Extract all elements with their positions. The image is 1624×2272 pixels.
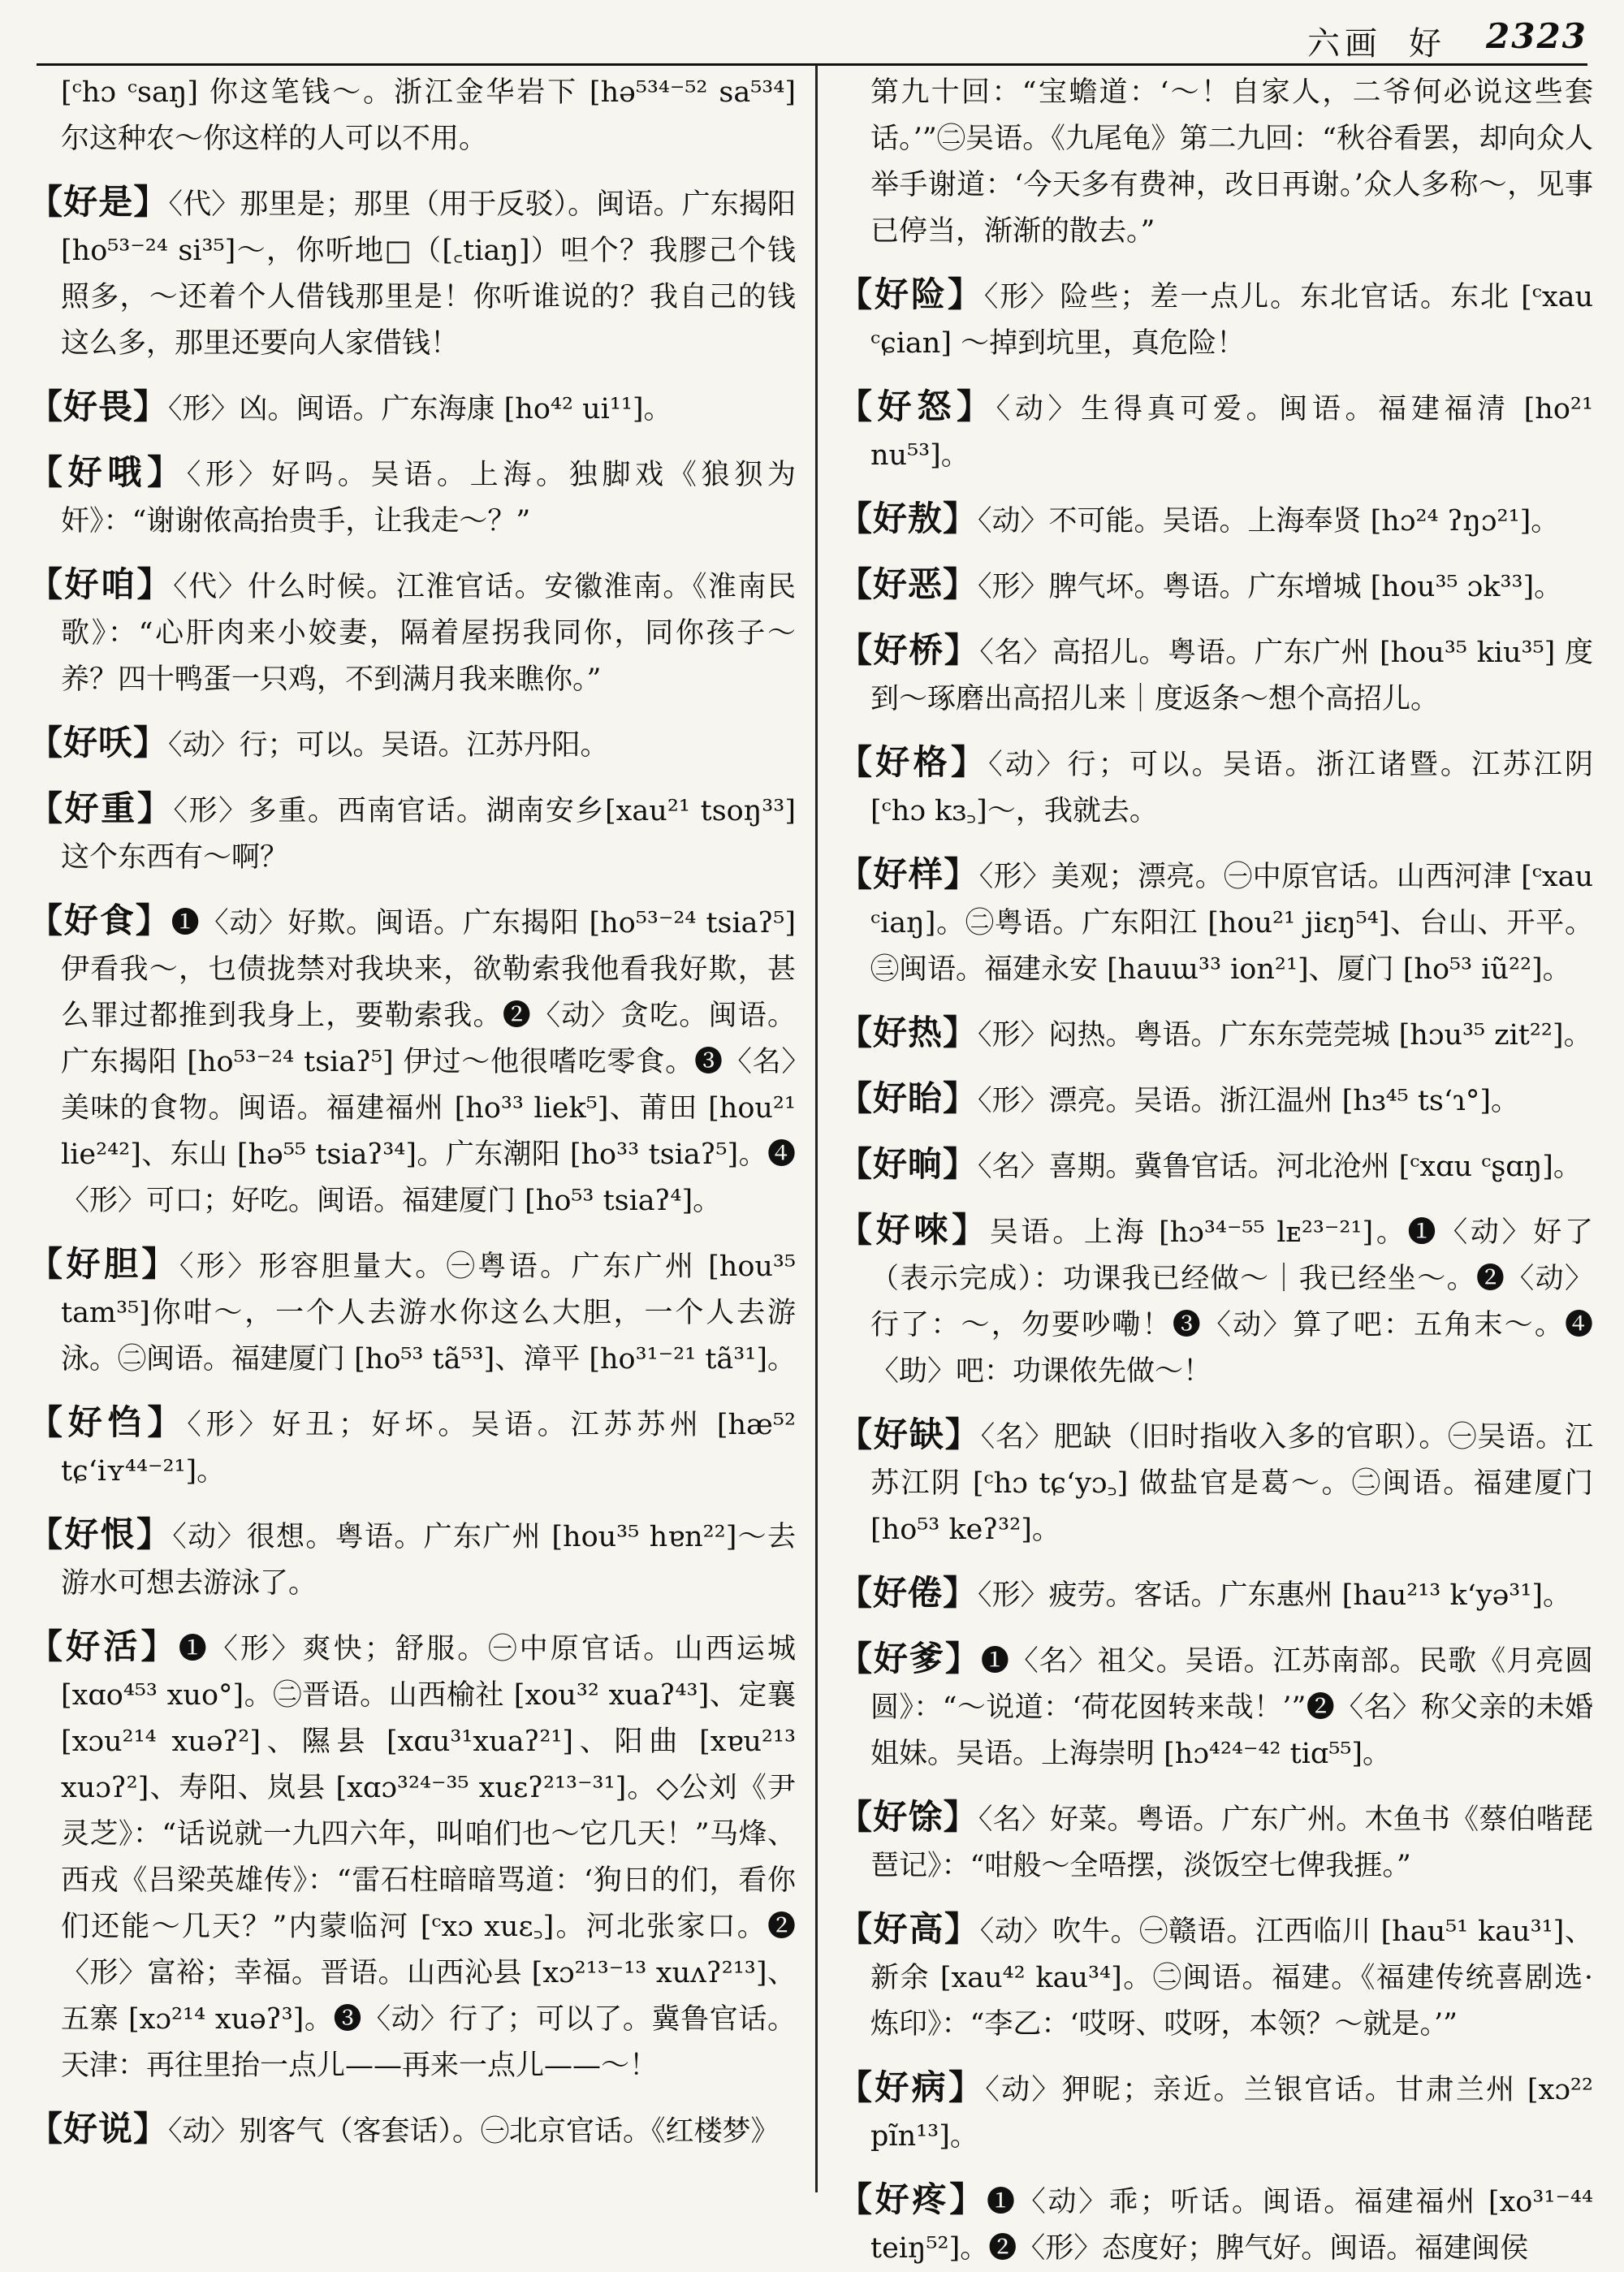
dictionary-entry	[838, 739, 1593, 835]
entry-definition: [ᶜhɔ ᶜsaŋ] 你这笔钱～。浙江金华岩下 [hə⁵³⁴⁻⁵² sa⁵³⁴] 尔这种农～你这样的人可以不用。	[61, 76, 796, 155]
entry-definition: ❶〈动〉好欺。闽语。广东揭阳 [ho⁵³⁻²⁴ tsiaʔ⁵] 伊看我～，乜债拢禁对我块来，欲勒索我他看我好欺，甚么罪过都推到我身上，要勒索我。❷〈动〉贪吃。闽语。广东揭阳 [ho⁵³⁻²⁴ tsiaʔ⁵] 伊过～他很嗜吃零食。❸〈名〉美味的食物。闽语。福建福州 [ho³³ liek⁵]、莆田 [hou²¹ lie²⁴²]、东山 [hə⁵⁵ tsiaʔ³⁴]。广东潮阳 [ho³³ tsiaʔ⁵]。❹〈形〉可口；好吃。闽语。福建厦门 [ho⁵³ tsiaʔ⁴]。	[61, 907, 796, 1217]
entry-definition: 〈名〉喜期。冀鲁官话。河北沧州 [ᶜxɑu ᶜʂɑŋ]。	[978, 1151, 1582, 1183]
dictionary-entry	[838, 2176, 1593, 2272]
entry-headword: 【好馀】	[838, 1797, 978, 1837]
dictionary-entry	[838, 1075, 1593, 1125]
entry-definition: 〈动〉别客气（客套话）。㊀北京官话。《红楼梦》	[168, 2115, 780, 2148]
dictionary-entry	[838, 2064, 1593, 2160]
entry-headword: 【好怒】	[838, 387, 996, 426]
entry-definition: 〈动〉行；可以。吴语。浙江诸暨。江苏江阴 [ᶜhɔ kɜ꜆]～，我就去。	[870, 749, 1593, 827]
entry-definition: 〈名〉好菜。粤语。广东广州。木鱼书《蔡伯喈琵琶记》：“咁般～全唔摆，淡饭空七俾我捱。”	[870, 1803, 1593, 1882]
dictionary-entry	[838, 70, 1593, 255]
section-label: 六画	[1307, 25, 1382, 63]
page-header	[0, 0, 1624, 65]
dictionary-entry	[838, 495, 1593, 545]
entry-definition: 〈形〉疲劳。客话。广东惠州 [hau²¹³ kʻyə³¹]。	[978, 1579, 1572, 1612]
entry-definition: 〈形〉闷热。粤语。广东东莞莞城 [hɔu³⁵ zit²²]。	[978, 1019, 1592, 1052]
entry-headword: 【好样】	[838, 854, 979, 894]
dictionary-entry	[28, 70, 796, 162]
dictionary-entry	[838, 271, 1593, 367]
left-column	[28, 70, 796, 2181]
dictionary-entry	[28, 1399, 796, 1495]
dictionary-entry	[28, 561, 796, 703]
entry-definition: 〈名〉高招儿。粤语。广东广州 [hou³⁵ kiu³⁵] 度到～琢磨出高招儿来｜度返条～想个高招儿。	[870, 637, 1593, 715]
entry-definition: 〈动〉不可能。吴语。上海奉贤 [hɔ²⁴ ʔŋɔ²¹]。	[978, 505, 1560, 538]
entry-headword: 【好晌】	[838, 1144, 978, 1184]
entry-headword: 【好倦】	[838, 1573, 978, 1613]
dictionary-entry	[838, 383, 1593, 479]
entry-definition: ❶〈形〉爽快；舒服。㊀中原官话。山西运城 [xɑo⁴⁵³ xuo°]。㊁晋语。山西榆社 [xou³² xuaʔ⁴³]、定襄 [xɔu²¹⁴ xuəʔ²]、隰县 [xɑu³¹xuaʔ²¹]、阳曲 [xɐu²¹³ xuɔʔ²]、寿阳、岚县 [xɑɔ³²⁴⁻³⁵ xuɛʔ²¹³⁻³¹]。◇公刘《尹灵芝》：“话说就一九四六年，叫咱们也～它几天！”马烽、西戎《吕梁英雄传》：“雷石柱暗暗骂道：‘狗日的们，看你们还能～几天？”内蒙临河 [ᶜxɔ xuɛ꜆]。河北张家口。❷〈形〉富裕；幸福。晋语。山西沁县 [xɔ²¹³⁻¹³ xuʌʔ²¹³]、五寨 [xɔ²¹⁴ xuəʔ³]。❸〈动〉行了；可以了。冀鲁官话。天津：再往里抬一点儿——再来一点儿——～！	[61, 1633, 796, 2082]
dictionary-entry	[838, 1570, 1593, 1619]
entry-definition: ❶〈名〉祖父。吴语。江苏南部。民歌《月亮圆圆》：“～说道：‘荷花囡转来哉！’”❷〈名〉称父亲的未婚姐妹。吴语。上海崇明 [hɔ⁴²⁴⁻⁴² tiɑ⁵⁵]。	[870, 1645, 1593, 1770]
entry-definition: 〈形〉多重。西南官话。湖南安乡[xau²¹ tsoŋ³³] 这个东西有～啊？	[61, 795, 796, 874]
entry-headword: 【好畏】	[28, 387, 169, 426]
dictionary-entry	[28, 785, 796, 881]
entry-definition: 第九十回：“宝蟾道：‘～！自家人，二爷何必说这些套话。’”㊁吴语。《九尾龟》第二九回：“秋谷看罢，却向众人举手谢道：‘今天多有费神，改日再谢。’众人多称～，见事已停当，渐渐的散去。”	[870, 76, 1593, 248]
header-rule	[37, 63, 1587, 66]
entry-definition: 〈动〉生得真可爱。闽语。福建福清 [ho²¹ nu⁵³]。	[870, 393, 1593, 472]
entry-headword: 【好敖】	[838, 499, 978, 538]
entry-definition: 〈形〉险些；差一点儿。东北官话。东北 [ᶜxau ᶜɕian] ～掉到坑里，真危险！	[870, 281, 1593, 360]
dictionary-entry	[838, 627, 1593, 723]
dictionary-entry	[28, 1241, 796, 1383]
entry-headword: 【好是】	[28, 182, 169, 222]
entry-definition: 〈形〉美观；漂亮。㊀中原官话。山西河津 [ᶜxau ᶜiaŋ]。㊁粤语。广东阳江 [hou²¹ jiɛŋ⁵⁴]、台山、开平。㊂闽语。福建永安 [hauɯ³³ ion²¹]、厦门 [ho⁵³ iũ²²]。	[870, 861, 1593, 986]
entry-headword: 【好疼】	[838, 2179, 987, 2219]
dictionary-entry	[838, 1009, 1593, 1059]
entry-definition: 〈形〉好吗。吴语。上海。独脚戏《狼狈为奸》：“谢谢侬高抬贵手，让我走～？”	[61, 459, 796, 538]
entry-definition: 〈名〉肥缺（旧时指收入多的官职）。㊀吴语。江苏江阴 [ᶜhɔ tɕʻyɔ꜆] 做盐官是葛～。㊁闽语。福建厦门 [ho⁵³ keʔ³²]。	[870, 1421, 1593, 1546]
dictionary-entry	[28, 1623, 796, 2089]
entry-definition: 〈动〉狎昵；亲近。兰银官话。甘肃兰州 [xɔ²² pĩn¹³]。	[870, 2074, 1593, 2153]
entry-definition: 〈形〉凶。闽语。广东海康 [ho⁴² ui¹¹]。	[168, 393, 672, 425]
entry-headword: 【好格】	[838, 742, 989, 782]
entry-headword: 【好缺】	[838, 1415, 981, 1454]
entry-headword: 【好㕭】	[28, 723, 169, 762]
entry-headword: 【好恶】	[838, 564, 978, 604]
dictionary-entry	[838, 1411, 1593, 1553]
dictionary-entry	[28, 1511, 796, 1607]
entry-definition: 〈动〉很想。粤语。广东广州 [hou³⁵ hɐn²²]～去游水可想去游泳了。	[61, 1521, 796, 1600]
entry-headword: 【好说】	[28, 2109, 169, 2149]
entry-definition: 〈动〉吹牛。㊀赣语。江西临川 [hau⁵¹ kau³¹]、新余 [xau⁴² kau³⁴]。㊁闽语。福建。《福建传统喜剧选·炼印》：“李乙：‘哎呀、哎呀，本领？～就是。’”	[870, 1916, 1593, 2041]
section-character: 好	[1409, 25, 1441, 63]
dictionary-entry	[28, 383, 796, 433]
entry-definition: 吴语。上海 [hɔ³⁴⁻⁵⁵ lᴇ²³⁻²¹]。❶〈动〉好了（表示完成）：功课我已经做～｜我已经坐～。❷〈动〉行了：～，勿要吵嘞！❸〈动〉算了吧：五角末～。❹〈助〉吧：功课侬先做～！	[870, 1216, 1593, 1388]
entry-headword: 【好桥】	[838, 630, 980, 670]
dictionary-entry	[838, 1906, 1593, 2048]
entry-headword: 【好咱】	[28, 564, 174, 604]
dictionary-entry	[28, 2106, 796, 2155]
entry-definition: 〈形〉脾气坏。粤语。广东增城 [hou³⁵ ɔk³³]。	[978, 571, 1563, 603]
entry-definition: 〈形〉漂亮。吴语。浙江温州 [hɜ⁴⁵ tsʻɿ°]。	[978, 1085, 1519, 1117]
entry-definition: 〈动〉行；可以。吴语。江苏丹阳。	[168, 729, 609, 762]
entry-headword: 【好唻】	[838, 1210, 990, 1250]
entry-headword: 【好高】	[838, 1909, 980, 1949]
entry-definition: 〈形〉好丑；好坏。吴语。江苏苏州 [hæ⁵² tɕʻiʏ⁴⁴⁻²¹]。	[61, 1409, 796, 1488]
entry-headword: 【好㤘】	[28, 1402, 188, 1442]
dictionary-entry	[28, 897, 796, 1225]
entry-definition: 〈代〉那里是；那里（用于反驳）。闽语。广东揭阳 [ho⁵³⁻²⁴ si³⁵]～，你听地□（[꜀tiaŋ]）呾个？我膠己个钱照多，～还着个人借钱那里是！你听谁说的？我自己的钱这么多，那里还要向人家借钱！	[61, 188, 796, 360]
dictionary-entry	[838, 1207, 1593, 1395]
entry-headword: 【好活】	[28, 1626, 179, 1666]
entry-definition: 〈形〉形容胆量大。㊀粤语。广东广州 [hou³⁵ tam³⁵]你咁～，一个人去游水你这么大胆，一个人去游泳。㊁闽语。福建厦门 [ho⁵³ tã⁵³]、漳平 [ho³¹⁻²¹ tã³¹]。	[61, 1250, 796, 1376]
entry-headword: 【好险】	[838, 274, 984, 314]
dictionary-entry	[28, 449, 796, 545]
dictionary-entry	[28, 179, 796, 367]
dictionary-entry	[838, 1794, 1593, 1890]
entry-headword: 【好重】	[28, 788, 174, 828]
entry-headword: 【好眙】	[838, 1078, 978, 1118]
dictionary-entry	[838, 1635, 1593, 1777]
entry-definition: ❶〈动〉乖；听话。闽语。福建福州 [xo³¹⁻⁴⁴ teiŋ⁵²]。❷〈形〉态度好；脾气好。闽语。福建闽侯	[870, 2186, 1593, 2265]
entry-headword: 【好病】	[838, 2067, 986, 2107]
column-divider	[815, 65, 818, 2192]
entry-headword: 【好哦】	[28, 452, 187, 492]
entry-headword: 【好食】	[28, 901, 171, 940]
entry-definition: 〈代〉什么时候。江淮官话。安徽淮南。《淮南民歌》：“心肝肉来小姣妻，隔着屋拐我同你，同你孩子～养？四十鸭蛋一只鸡，不到满月我来瞧你。”	[61, 571, 796, 696]
right-column	[838, 70, 1593, 2265]
dictionary-entry	[28, 719, 796, 769]
page-number: 2323	[1486, 16, 1587, 56]
entry-headword: 【好恨】	[28, 1514, 173, 1554]
entry-headword: 【好热】	[838, 1013, 978, 1052]
dictionary-entry	[838, 1141, 1593, 1190]
entry-headword: 【好爹】	[838, 1639, 981, 1678]
dictionary-entry	[838, 561, 1593, 611]
entry-headword: 【好胆】	[28, 1244, 179, 1284]
dictionary-entry	[838, 851, 1593, 993]
